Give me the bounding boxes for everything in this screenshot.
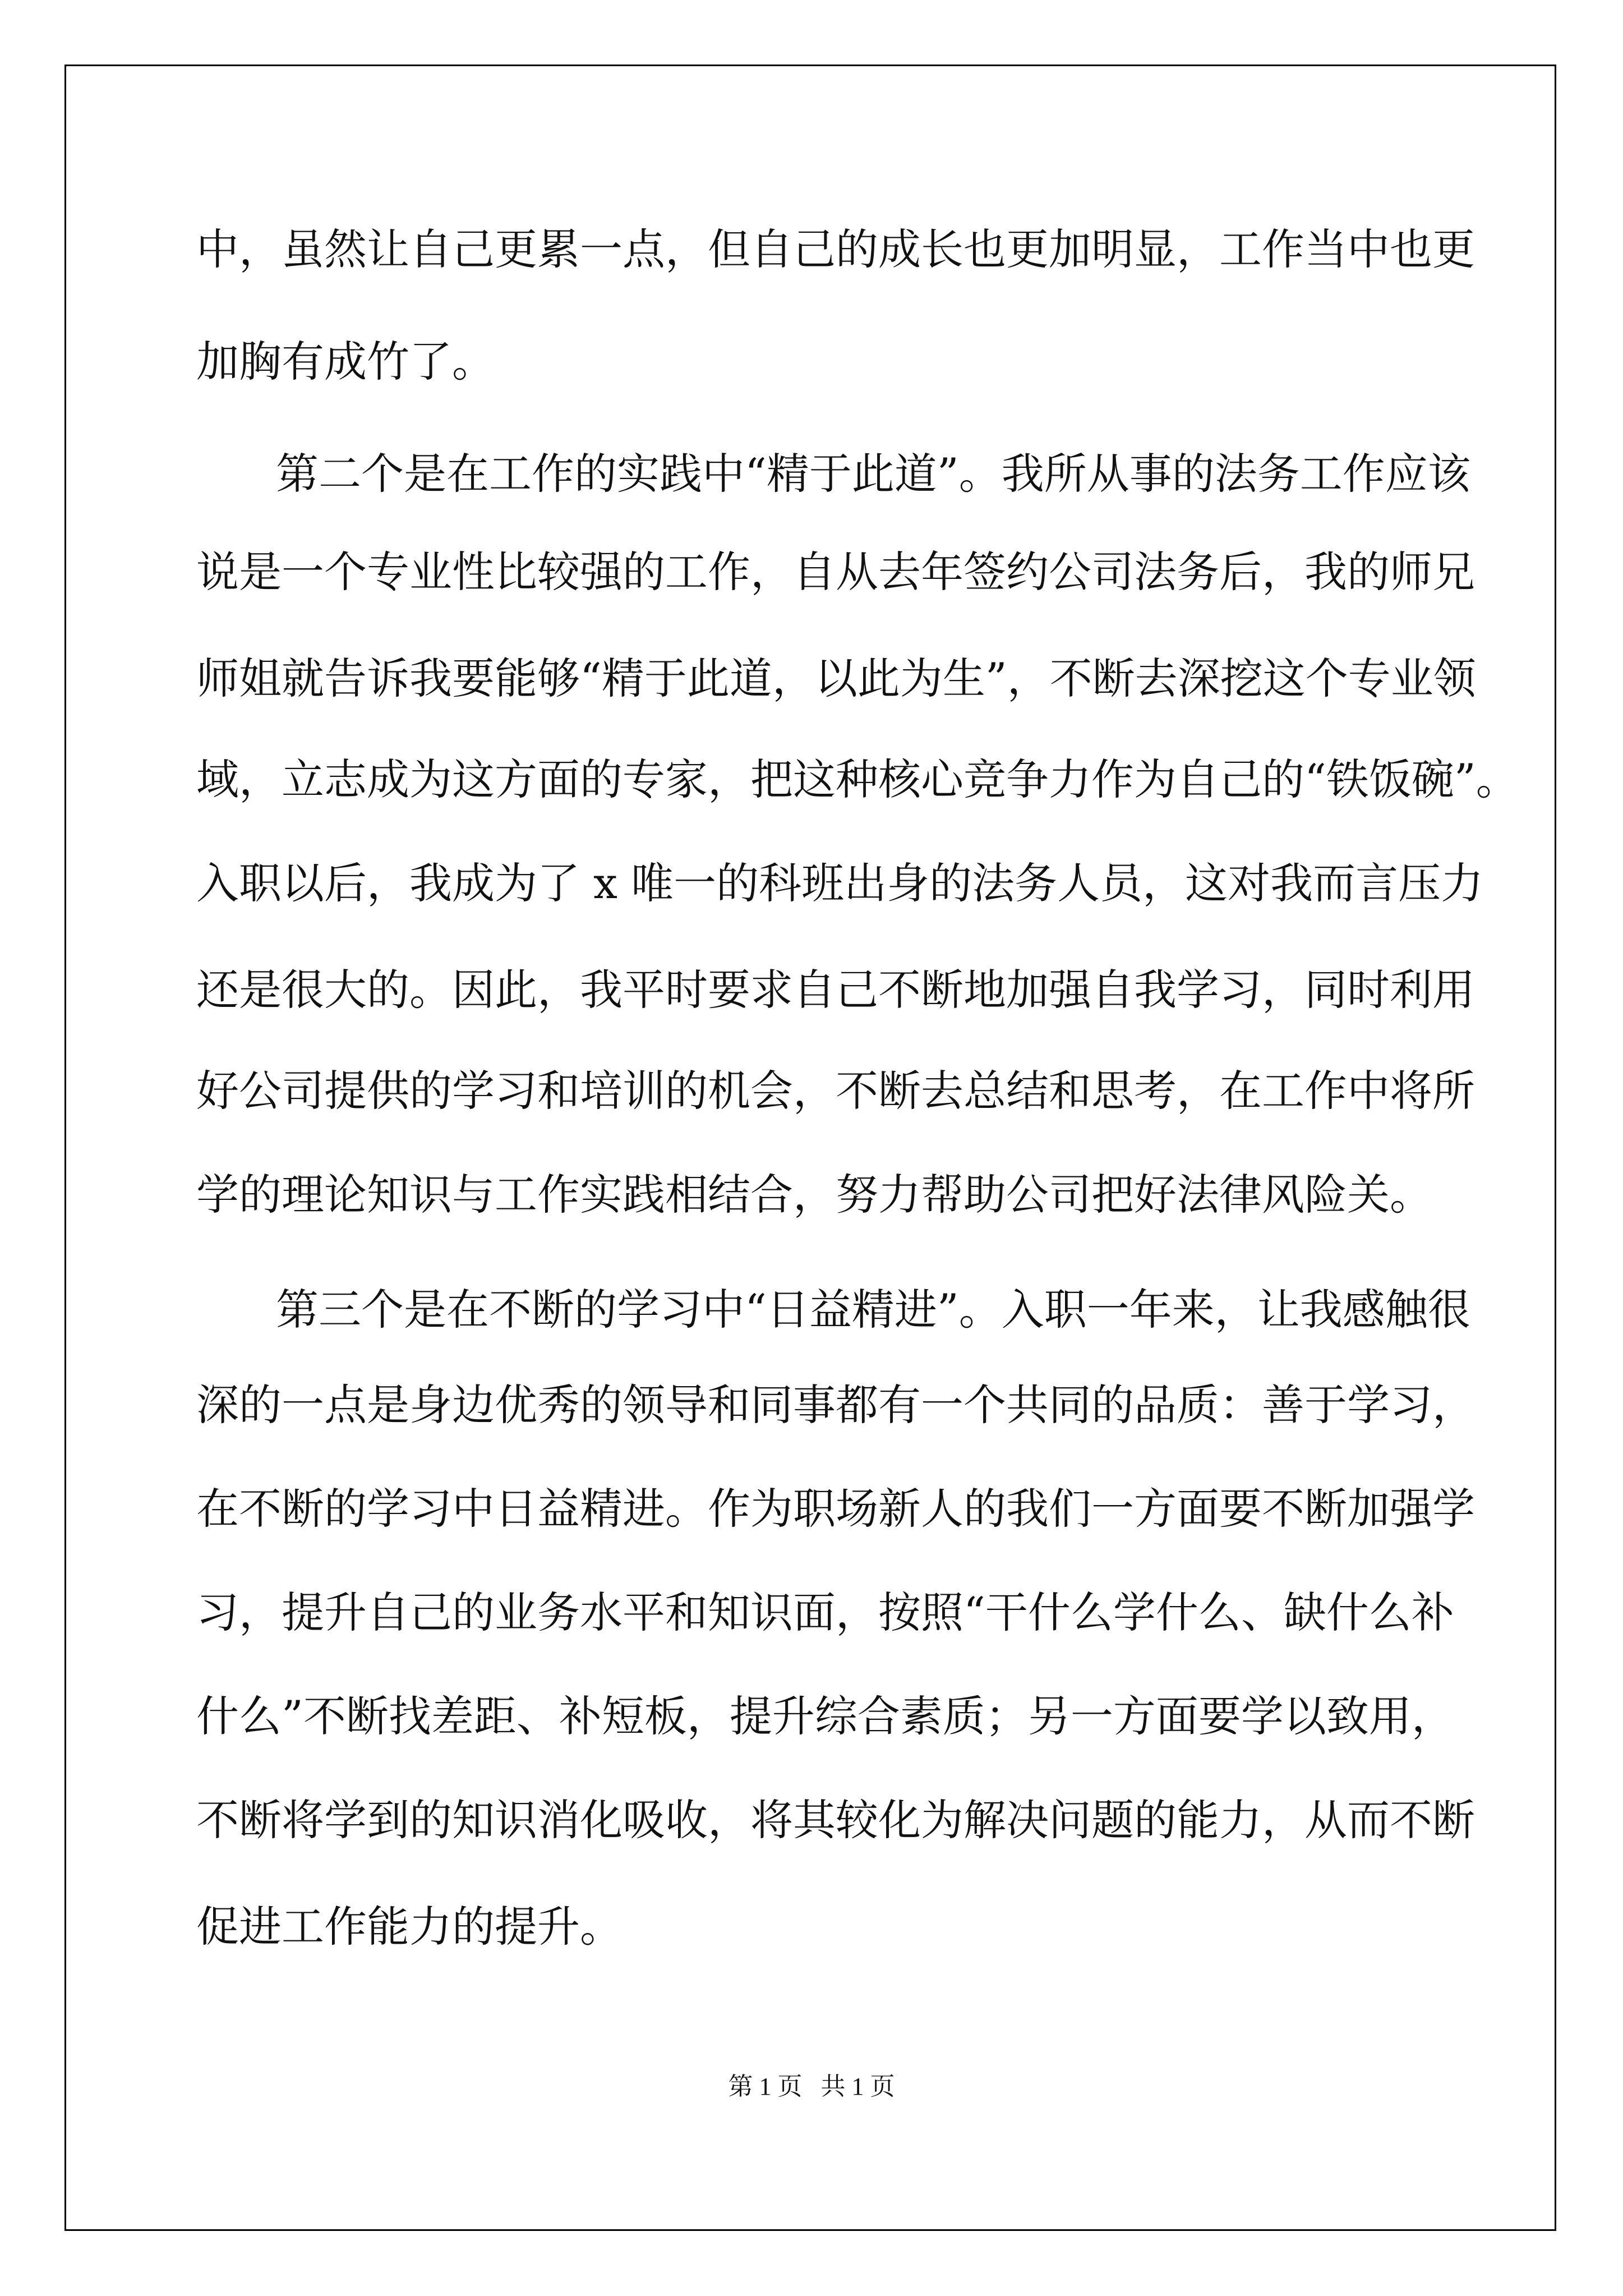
body-line: 入职以后，我成为了 x 唯一的科班出身的法务人员，这对我而言压力 <box>196 858 1484 908</box>
body-line: 学的理论知识与工作实践相结合，努力帮助公司把好法律风险关。 <box>196 1170 1432 1220</box>
page-number: 第 1 页 <box>728 2073 803 2100</box>
body-line: 还是很大的。因此，我平时要求自己不断地加强自我学习，同时利用 <box>196 965 1475 1015</box>
paragraph-start-line: 第三个是在不断的学习中“日益精进”。入职一年来，让我感触很 <box>191 1285 1470 1335</box>
body-line: 域，立志成为这方面的专家，把这种核心竞争力作为自己的“铁饭碗”。 <box>196 754 1519 804</box>
body-line: 不断将学到的知识消化吸收，将其较化为解决问题的能力，从而不断 <box>196 1795 1475 1845</box>
body-line: 什么”不断找差距、补短板，提升综合素质；另一方面要学以致用， <box>196 1691 1454 1741</box>
body-line: 在不断的学习中日益精进。作为职场新人的我们一方面要不断加强学 <box>196 1484 1475 1534</box>
body-line: 中，虽然让自己更累一点，但自己的成长也更加明显，工作当中也更 <box>196 224 1475 274</box>
body-line: 好公司提供的学习和培训的机会，不断去总结和思考，在工作中将所 <box>196 1066 1475 1116</box>
page-footer <box>0 2070 1623 2104</box>
paragraph-start-line: 第二个是在工作的实践中“精于此道”。我所从事的法务工作应该 <box>191 449 1470 499</box>
body-line: 师姐就告诉我要能够“精于此道，以此为生”，不断去深挖这个专业领 <box>196 654 1476 703</box>
page-total: 共 1 页 <box>820 2073 895 2100</box>
body-line: 说是一个专业性比较强的工作，自从去年签约公司法务后，我的师兄 <box>196 547 1475 597</box>
body-line: 加胸有成竹了。 <box>196 337 495 386</box>
document-body <box>191 0 1519 2076</box>
body-line: 习，提升自己的业务水平和知识面，按照“干什么学什么、缺什么补 <box>196 1588 1454 1637</box>
body-line: 深的一点是身边优秀的领导和同事都有一个共同的品质：善于学习， <box>196 1380 1475 1430</box>
body-line: 促进工作能力的提升。 <box>196 1902 623 1952</box>
